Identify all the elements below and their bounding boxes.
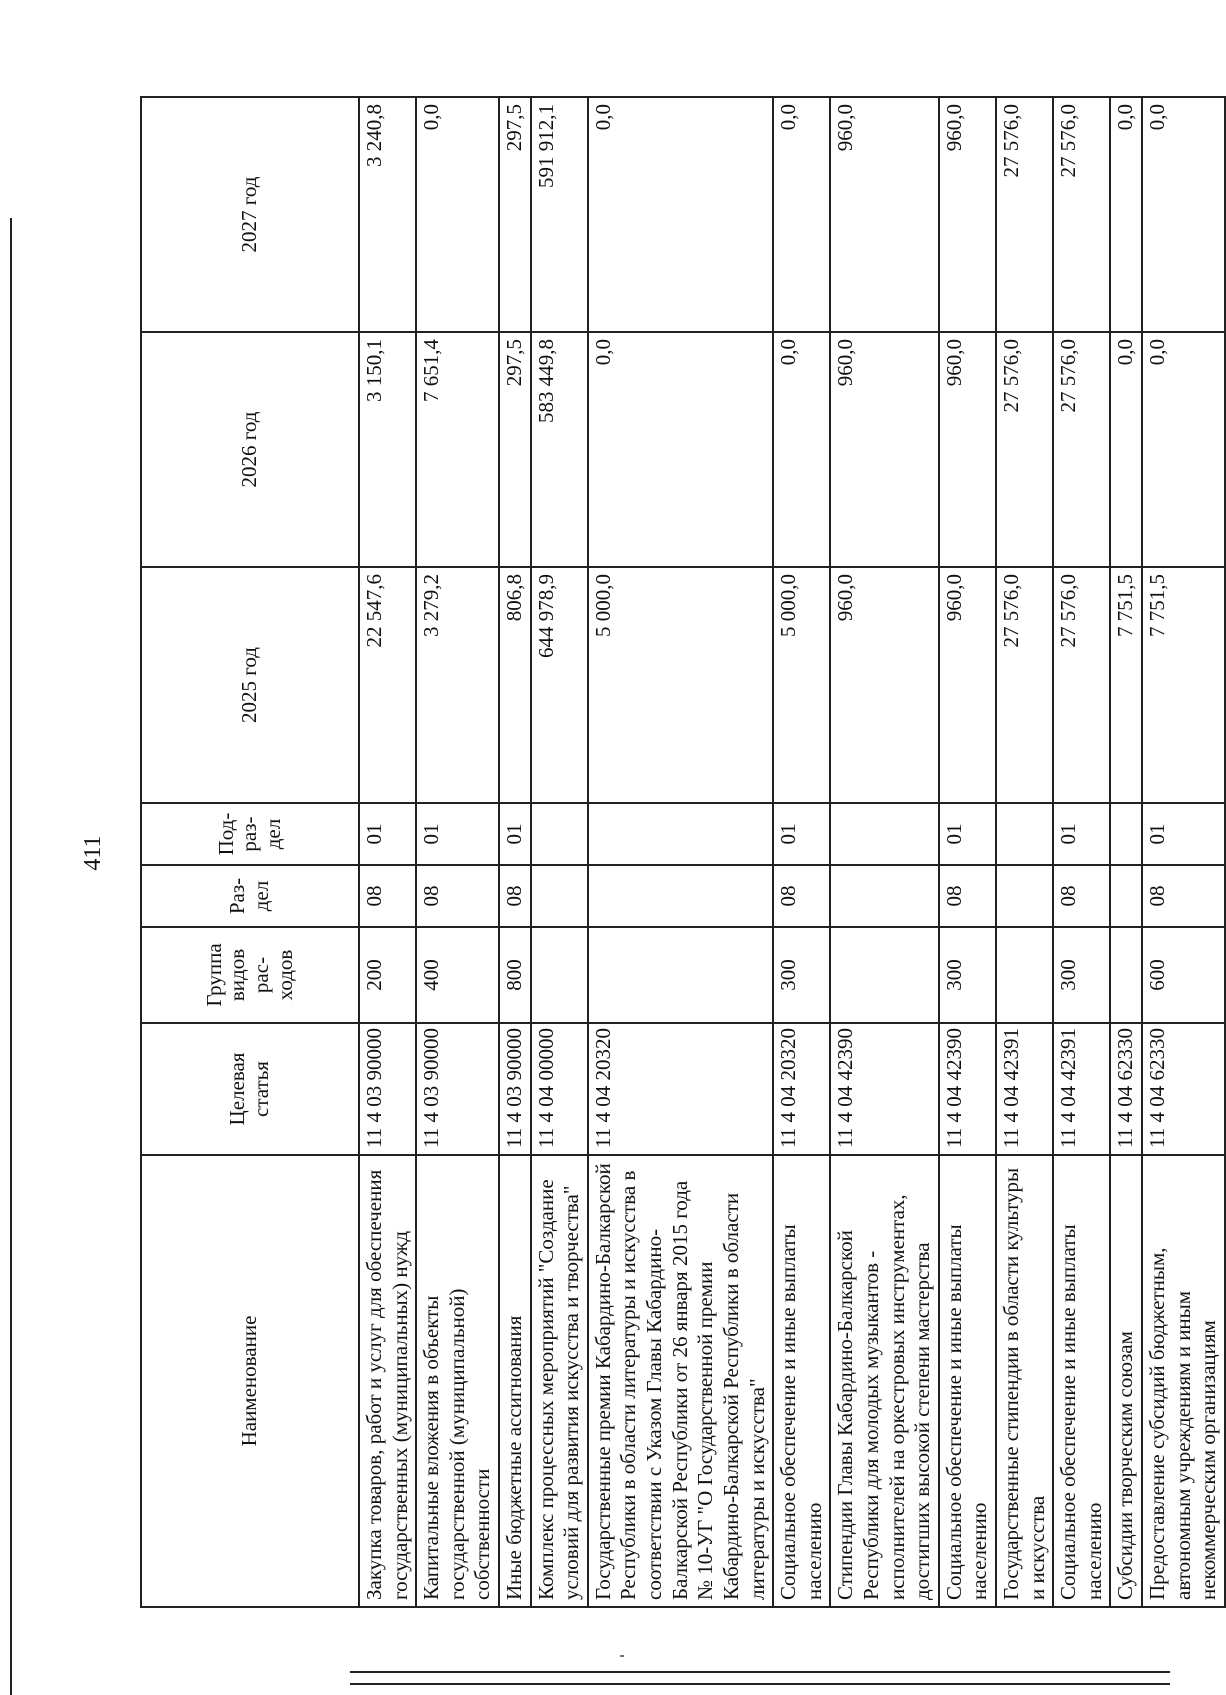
- cell-y2026: 3 150,1: [359, 332, 416, 567]
- cell-name: Социальное обеспечение и иные выплаты населению: [1053, 1155, 1110, 1607]
- table-row: [1142, 97, 1225, 1607]
- cell-y2027: 591 912,1: [531, 97, 588, 332]
- cell-y2025: 5 000,0: [588, 567, 773, 803]
- cell-target: 11 4 04 42390: [830, 1023, 938, 1155]
- cell-name: Иные бюджетные ассигнования: [499, 1155, 531, 1607]
- cell-subsection: 01: [499, 803, 531, 865]
- cell-y2025: 5 000,0: [773, 567, 830, 803]
- cell-y2027: 0,0: [773, 97, 830, 332]
- header-2026: 2026 год: [141, 332, 359, 567]
- cell-y2026: 0,0: [773, 332, 830, 567]
- cell-y2025: 806,8: [499, 567, 531, 803]
- cell-group: [588, 927, 773, 1023]
- cell-group: 300: [773, 927, 830, 1023]
- cell-subsection: [1110, 803, 1142, 865]
- cell-y2026: 960,0: [939, 332, 996, 567]
- table-row: [499, 97, 531, 1607]
- cell-target: 11 4 04 20320: [588, 1023, 773, 1155]
- table-row: [1053, 97, 1110, 1607]
- cell-y2027: 3 240,8: [359, 97, 416, 332]
- cell-section: 08: [1142, 865, 1225, 927]
- cell-y2025: 960,0: [939, 567, 996, 803]
- cell-y2026: 27 576,0: [1053, 332, 1110, 567]
- page-number: 411: [80, 835, 106, 871]
- cell-group: [996, 927, 1053, 1023]
- cell-y2027: 960,0: [830, 97, 938, 332]
- cell-section: 08: [939, 865, 996, 927]
- cell-name: Субсидии творческим союзам: [1110, 1155, 1142, 1607]
- cell-y2027: 0,0: [1110, 97, 1142, 332]
- header-group: Группа видов рас-ходов: [141, 927, 359, 1023]
- table-row: [588, 97, 773, 1607]
- cell-subsection: [531, 803, 588, 865]
- cell-group: 200: [359, 927, 416, 1023]
- cell-y2026: 7 651,4: [416, 332, 499, 567]
- cell-group: 600: [1142, 927, 1225, 1023]
- cell-subsection: 01: [359, 803, 416, 865]
- budget-table: [140, 96, 1226, 1608]
- cell-y2026: 297,5: [499, 332, 531, 567]
- cell-y2026: 27 576,0: [996, 332, 1053, 567]
- cell-target: 11 4 03 90000: [499, 1023, 531, 1155]
- cell-y2025: 7 751,5: [1142, 567, 1225, 803]
- cell-section: 08: [773, 865, 830, 927]
- cell-group: [531, 927, 588, 1023]
- cell-subsection: 01: [416, 803, 499, 865]
- cell-section: [531, 865, 588, 927]
- cell-group: 400: [416, 927, 499, 1023]
- cell-y2027: 960,0: [939, 97, 996, 332]
- rotated-page: [80, 98, 1221, 1608]
- table-row: [830, 97, 938, 1607]
- cell-target: 11 4 03 90000: [416, 1023, 499, 1155]
- cell-y2026: 960,0: [830, 332, 938, 567]
- cell-section: 08: [1053, 865, 1110, 927]
- cell-name: Предоставление субсидий бюджетным, автономным учреждениям и иным некоммерческим организациям: [1142, 1155, 1225, 1607]
- cell-subsection: 01: [1053, 803, 1110, 865]
- cell-subsection: [588, 803, 773, 865]
- table-row: [939, 97, 996, 1607]
- cell-y2027: 297,5: [499, 97, 531, 332]
- cell-target: 11 4 04 42391: [1053, 1023, 1110, 1155]
- cell-y2026: 583 449,8: [531, 332, 588, 567]
- header-target: Целевая статья: [141, 1023, 359, 1155]
- scan-mark: [620, 1655, 624, 1657]
- cell-section: 08: [359, 865, 416, 927]
- cell-name: Социальное обеспечение и иные выплаты населению: [939, 1155, 996, 1607]
- header-2025: 2025 год: [141, 567, 359, 803]
- left-margin-rule: [10, 218, 12, 1695]
- cell-name: Комплекс процессных мероприятий "Создание условий для развития искусства и творчества": [531, 1155, 588, 1607]
- cell-section: 08: [499, 865, 531, 927]
- cell-y2025: 27 576,0: [1053, 567, 1110, 803]
- cell-y2027: 0,0: [588, 97, 773, 332]
- cell-name: Социальное обеспечение и иные выплаты населению: [773, 1155, 830, 1607]
- cell-name: Стипендии Главы Кабардино-Балкарской Республики для молодых музыкантов - исполнителей на оркестровых инструментах, достигших высокой степени мастерства: [830, 1155, 938, 1607]
- table-row: [1110, 97, 1142, 1607]
- header-name: Наименование: [141, 1155, 359, 1607]
- cell-subsection: 01: [939, 803, 996, 865]
- cell-name: Закупка товаров, работ и услуг для обеспечения государственных (муниципальных) нужд: [359, 1155, 416, 1607]
- cell-group: [1110, 927, 1142, 1023]
- cell-y2027: 27 576,0: [996, 97, 1053, 332]
- cell-target: 11 4 04 62330: [1142, 1023, 1225, 1155]
- cell-subsection: [996, 803, 1053, 865]
- header-subsection: Под-раз-дел: [141, 803, 359, 865]
- cell-target: 11 4 03 90000: [359, 1023, 416, 1155]
- cell-name: Государственные стипендии в области культуры и искусства: [996, 1155, 1053, 1607]
- cell-name: Капитальные вложения в объекты государственной (муниципальной) собственности: [416, 1155, 499, 1607]
- cell-section: [588, 865, 773, 927]
- cell-y2025: 22 547,6: [359, 567, 416, 803]
- cell-name: Государственные премии Кабардино-Балкарской Республики в области литературы и искусства в соответствии с Указом Главы Кабардино-Балкарской Республики от 26 января 2015 года № 10-УГ "О Государственной премии Кабардино-Балкарской Республики в области литературы и искусства": [588, 1155, 773, 1607]
- cell-target: 11 4 04 20320: [773, 1023, 830, 1155]
- cell-group: 800: [499, 927, 531, 1023]
- cell-target: 11 4 04 42391: [996, 1023, 1053, 1155]
- cell-subsection: [830, 803, 938, 865]
- cell-group: 300: [1053, 927, 1110, 1023]
- cell-y2026: 0,0: [1110, 332, 1142, 567]
- table-row: [416, 97, 499, 1607]
- table-row: [359, 97, 416, 1607]
- cell-y2026: 0,0: [588, 332, 773, 567]
- cell-y2025: 960,0: [830, 567, 938, 803]
- table-row: [773, 97, 830, 1607]
- cell-subsection: 01: [1142, 803, 1225, 865]
- cell-section: 08: [416, 865, 499, 927]
- cell-y2025: 7 751,5: [1110, 567, 1142, 803]
- table-row: [996, 97, 1053, 1607]
- cell-section: [1110, 865, 1142, 927]
- bottom-edge-strip: [350, 1671, 1170, 1685]
- table-row: [531, 97, 588, 1607]
- cell-target: 11 4 04 62330: [1110, 1023, 1142, 1155]
- cell-target: 11 4 04 42390: [939, 1023, 996, 1155]
- cell-section: [830, 865, 938, 927]
- table-header-row: [141, 97, 359, 1607]
- cell-y2025: 644 978,9: [531, 567, 588, 803]
- cell-y2025: 27 576,0: [996, 567, 1053, 803]
- header-2027: 2027 год: [141, 97, 359, 332]
- cell-group: 300: [939, 927, 996, 1023]
- cell-y2027: 27 576,0: [1053, 97, 1110, 332]
- cell-y2026: 0,0: [1142, 332, 1225, 567]
- cell-section: [996, 865, 1053, 927]
- cell-y2027: 0,0: [1142, 97, 1225, 332]
- cell-target: 11 4 04 00000: [531, 1023, 588, 1155]
- cell-y2025: 3 279,2: [416, 567, 499, 803]
- cell-group: [830, 927, 938, 1023]
- cell-subsection: 01: [773, 803, 830, 865]
- cell-y2027: 0,0: [416, 97, 499, 332]
- header-section: Раз-дел: [141, 865, 359, 927]
